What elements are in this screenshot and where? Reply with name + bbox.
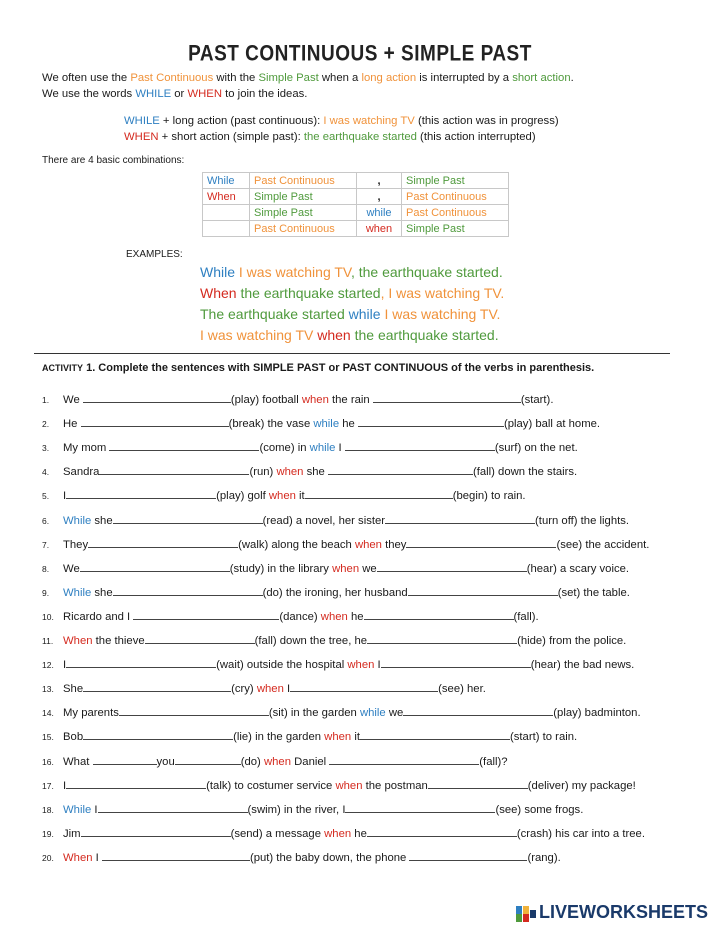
exercise-text: (deliver) my package! (527, 779, 636, 792)
exercise-text: (begin) to rain. (452, 490, 526, 503)
intro-line-2 (42, 86, 574, 102)
example-part: the earthquake started. (350, 327, 499, 343)
exercise-text: (hear) a scary voice. (526, 562, 630, 575)
exercise-number: 12. (42, 660, 54, 671)
exercise-text: when (324, 731, 352, 744)
example-part: while (348, 306, 381, 322)
example-part: , the earthquake started. (350, 264, 503, 280)
exercise-number: 6. (42, 515, 50, 526)
exercise-item (42, 488, 526, 502)
table-row (203, 189, 509, 205)
exercise-text: Ricardo and I (63, 610, 134, 623)
exercise-text: (fall). (513, 610, 539, 623)
answer-blank[interactable] (83, 681, 231, 692)
table-cell: Simple Past (250, 205, 357, 221)
answer-blank[interactable] (102, 850, 250, 861)
exercise-text: (swim) in the river, I (247, 803, 346, 816)
exercise-item (42, 778, 636, 792)
answer-blank[interactable] (83, 729, 233, 740)
example-sentence (200, 262, 504, 283)
keyword-when: WHEN (124, 131, 159, 143)
exercise-number: 15. (42, 732, 54, 743)
exercise-text: (come) in (259, 442, 310, 455)
exercise-text: (rang). (527, 851, 561, 864)
answer-blank[interactable] (373, 392, 521, 403)
table-cell: when (357, 221, 402, 237)
table-cell: Past Continuous (250, 173, 357, 189)
exercise-text: while (359, 707, 386, 720)
answer-blank[interactable] (329, 754, 479, 765)
exercise-text: (sit) in the garden (268, 707, 360, 720)
answer-blank[interactable] (93, 754, 157, 765)
answer-blank[interactable] (367, 826, 517, 837)
exercise-item (42, 416, 600, 430)
exercise-text: (run) (249, 466, 277, 479)
exercise-text: (cry) (231, 683, 257, 696)
exercise-text: When (63, 635, 93, 647)
exercise-text: I (283, 683, 291, 696)
exercise-number: 19. (42, 828, 54, 839)
answer-blank[interactable] (360, 729, 510, 740)
exercise-text: (put) the baby down, the phone (249, 851, 410, 864)
exercise-text: He (63, 418, 81, 431)
exercise-item (42, 464, 577, 478)
exercise-text: when (256, 683, 284, 696)
answer-blank[interactable] (290, 681, 438, 692)
exercise-item (42, 657, 634, 671)
answer-blank[interactable] (345, 440, 495, 451)
exercise-text: when (263, 755, 291, 768)
answer-blank[interactable] (406, 537, 556, 548)
exercise-text: we (359, 562, 377, 575)
exercise-item (42, 440, 578, 454)
exercise-text: the rain (328, 394, 373, 406)
exercise-text: they (381, 538, 407, 551)
exercise-text: (break) the vase (228, 418, 314, 431)
exercise-text: when (276, 466, 304, 479)
exercise-item (42, 585, 630, 599)
answer-blank[interactable] (66, 657, 216, 668)
table-cell: Past Continuous (402, 205, 509, 221)
exercise-item (42, 802, 583, 816)
exercise-text: (see) some frogs. (495, 803, 584, 816)
rule-while (124, 113, 559, 129)
exercise-text: I (374, 659, 381, 672)
examples-list (200, 262, 504, 346)
exercise-text: when (347, 659, 375, 672)
answer-blank[interactable] (88, 537, 238, 548)
exercise-number: 7. (42, 539, 50, 550)
rule-example: I was watching TV (323, 115, 415, 127)
example-part: I was watching TV (200, 327, 318, 343)
exercise-text: (surf) on the net. (494, 442, 578, 455)
answer-blank[interactable] (145, 633, 255, 644)
exercise-number: 13. (42, 684, 54, 695)
intro-text-part: or (171, 88, 188, 100)
examples-label: EXAMPLES: (126, 249, 183, 260)
keyword-while: WHILE (135, 88, 172, 100)
table-row (203, 205, 509, 221)
section-divider (34, 353, 670, 354)
answer-blank[interactable] (99, 464, 249, 475)
exercise-text: Bob (63, 731, 84, 744)
exercise-text: you (156, 755, 175, 768)
table-cell: While (203, 173, 250, 189)
exercise-text: While (63, 803, 92, 816)
term-past-continuous: Past Continuous (130, 72, 214, 84)
answer-blank[interactable] (345, 802, 495, 813)
exercise-text: the postman (362, 779, 428, 792)
exercise-number: 10. (42, 611, 54, 622)
exercise-text: (fall)? (479, 755, 508, 768)
exercise-text: (start) to rain. (509, 731, 578, 744)
exercise-text: I (92, 851, 102, 864)
exercise-text: when (320, 610, 348, 623)
table-cell (203, 221, 250, 237)
exercise-text: (fall) down the stairs. (472, 466, 578, 479)
exercise-item (42, 633, 626, 647)
answer-blank[interactable] (377, 561, 527, 572)
answer-blank[interactable] (328, 464, 473, 475)
intro-text-part: to join the ideas. (221, 88, 308, 100)
exercise-item (42, 561, 629, 575)
exercise-item (42, 754, 508, 768)
exercise-number: 3. (42, 443, 50, 454)
exercise-item (42, 513, 629, 527)
exercise-text: while (309, 442, 336, 455)
answer-blank[interactable] (80, 561, 230, 572)
exercise-text: he (347, 610, 364, 623)
exercise-text: I (63, 659, 67, 672)
example-part: I was watching TV (235, 264, 351, 280)
exercise-number: 20. (42, 852, 54, 863)
exercise-text: (study) in the library (229, 562, 333, 575)
activity-instructions: 1. Complete the sentences with SIMPLE PAST or PAST CONTINUOUS of the verbs in parenthesis. (83, 362, 595, 374)
answer-blank[interactable] (408, 585, 558, 596)
exercise-text: she (303, 466, 328, 479)
answer-blank[interactable] (98, 802, 248, 813)
exercise-number: 2. (42, 419, 50, 430)
exercise-text: (see) the accident. (556, 538, 650, 551)
exercise-text: They (63, 538, 89, 551)
exercise-text: it (295, 490, 305, 503)
answer-blank[interactable] (133, 609, 279, 620)
answer-blank[interactable] (66, 488, 216, 499)
rule-example: the earthquake started (303, 131, 417, 143)
answer-blank[interactable] (409, 850, 527, 861)
exercise-number: 1. (42, 395, 50, 405)
exercise-text: When (63, 851, 93, 864)
exercise-text: I (63, 490, 67, 503)
liveworksheets-logo-icon (516, 904, 536, 922)
exercise-text: (fall) down the tree, he (254, 635, 368, 647)
exercise-number: 4. (42, 467, 50, 478)
intro-text-part: with the (213, 72, 259, 84)
exercise-text: While (63, 514, 92, 527)
exercise-text: I (91, 803, 98, 816)
exercise-text: when (335, 779, 363, 792)
exercise-text: What (63, 755, 93, 768)
table-row (203, 173, 509, 189)
table-cell (203, 205, 250, 221)
exercise-text: My mom (63, 442, 110, 455)
exercise-text: when (354, 538, 382, 551)
exercise-number: 14. (42, 708, 54, 719)
exercise-text: We (63, 562, 80, 575)
exercise-text: Jim (63, 827, 81, 840)
exercise-text: (wait) outside the hospital (216, 659, 348, 672)
exercise-number: 16. (42, 756, 54, 767)
table-cell: Past Continuous (402, 189, 509, 205)
exercise-text: (dance) (279, 610, 321, 623)
table-cell: Past Continuous (250, 221, 357, 237)
exercise-text: when (301, 394, 329, 406)
exercise-text: (lie) in the garden (233, 731, 325, 744)
exercise-item (42, 537, 649, 551)
keyword-while: WHILE (124, 115, 160, 127)
answer-blank[interactable] (403, 705, 553, 716)
rule-text: + long action (past continuous): (159, 115, 324, 127)
exercise-text: (talk) to costumer service (206, 779, 336, 792)
example-part: While (200, 264, 236, 280)
exercise-text: he (351, 827, 367, 840)
answer-blank[interactable] (367, 633, 517, 644)
exercise-text: it (351, 731, 360, 744)
exercise-item (42, 729, 577, 743)
exercise-item (42, 850, 561, 864)
example-sentence (200, 325, 504, 346)
exercise-item (42, 681, 486, 695)
exercise-text: she (91, 586, 113, 599)
exercise-text: Sandra (63, 466, 100, 479)
table-cell: Simple Past (250, 189, 357, 205)
exercise-text: While (63, 586, 92, 599)
answer-blank[interactable] (305, 488, 453, 499)
exercise-number: 5. (42, 491, 50, 502)
activity-label: ACTIVITY (42, 363, 84, 373)
exercise-text: (play) golf (216, 490, 269, 503)
example-part: , I was watching TV. (380, 285, 505, 301)
exercise-item (42, 705, 641, 719)
exercise-text: We (63, 394, 83, 406)
exercise-text: (do) (240, 755, 264, 768)
exercise-text: (turn off) the lights. (535, 514, 630, 527)
exercise-number: 9. (42, 587, 50, 598)
exercise-text: (play) badminton. (553, 707, 641, 720)
exercise-text: (see) her. (438, 683, 486, 696)
intro-text-part: We use the words (42, 88, 136, 100)
exercise-number: 17. (42, 780, 54, 791)
exercise-text: we (385, 707, 404, 720)
example-part: when (317, 327, 351, 343)
exercise-text: when (324, 827, 352, 840)
exercise-text: (hear) the bad news. (530, 659, 635, 672)
answer-blank[interactable] (113, 513, 263, 524)
liveworksheets-logo (516, 902, 708, 923)
rule-text: (this action interrupted) (416, 131, 536, 143)
exercise-text: (crash) his car into a tree. (516, 827, 645, 840)
page-title: PAST CONTINUOUS + SIMPLE PAST (188, 42, 532, 67)
exercise-text: I (63, 779, 67, 792)
rule-text: + short action (simple past): (158, 131, 304, 143)
exercise-text: she (91, 514, 113, 527)
exercise-text: (do) the ironing, her husband (262, 586, 408, 599)
exercise-text: he (339, 418, 358, 431)
table-cell: , (357, 173, 402, 189)
rules-block (124, 113, 559, 145)
intro-text-part: We often use the (42, 72, 131, 84)
example-part: I was watching TV. (380, 306, 501, 322)
answer-blank[interactable] (358, 416, 504, 427)
combinations-table (202, 172, 509, 237)
exercise-text: (hide) from the police. (517, 635, 627, 647)
rule-when (124, 129, 559, 145)
exercise-text: She (63, 683, 84, 696)
answer-blank[interactable] (113, 585, 263, 596)
answer-blank[interactable] (66, 778, 206, 789)
example-part: The earthquake started (200, 306, 349, 322)
answer-blank[interactable] (364, 609, 514, 620)
intro-line-1 (42, 70, 574, 86)
example-sentence (200, 283, 504, 304)
example-part: When (200, 285, 237, 301)
exercise-text: (play) football (230, 394, 302, 406)
exercise-text: (play) ball at home. (503, 418, 601, 431)
logo-text: LIVEWORKSHEETS (538, 902, 708, 922)
exercise-item (42, 826, 645, 840)
intro-text-part: when a (318, 72, 362, 84)
table-cell: Simple Past (402, 221, 509, 237)
exercise-item (42, 609, 539, 623)
combinations-label: There are 4 basic combinations: (42, 155, 185, 166)
answer-blank[interactable] (81, 826, 231, 837)
answer-blank[interactable] (428, 778, 528, 789)
example-sentence (200, 304, 504, 325)
exercise-text: when (332, 562, 360, 575)
answer-blank[interactable] (381, 657, 531, 668)
term-short-action: short action (512, 72, 571, 84)
term-simple-past: Simple Past (258, 72, 319, 84)
answer-blank[interactable] (109, 440, 259, 451)
exercise-text: (start). (520, 394, 554, 406)
intro-text (42, 70, 574, 102)
rule-text: (this action was in progress) (414, 115, 559, 127)
table-row (203, 221, 509, 237)
term-long-action: long action (361, 72, 417, 84)
exercise-text: I (335, 442, 345, 455)
exercise-text: the thieve (92, 635, 145, 647)
intro-text-part: . (570, 72, 574, 84)
answer-blank[interactable] (83, 392, 231, 403)
answer-blank[interactable] (81, 416, 229, 427)
exercise-item (42, 392, 553, 406)
answer-blank[interactable] (385, 513, 535, 524)
exercise-text: while (313, 418, 340, 431)
exercise-text: (set) the table. (557, 586, 630, 599)
exercise-text: Daniel (290, 755, 330, 768)
table-cell: while (357, 205, 402, 221)
table-cell: When (203, 189, 250, 205)
keyword-when: WHEN (187, 88, 222, 100)
answer-blank[interactable] (119, 705, 269, 716)
example-part: the earthquake started (236, 285, 381, 301)
exercise-text: when (268, 490, 296, 503)
exercise-number: 18. (42, 804, 54, 815)
answer-blank[interactable] (175, 754, 241, 765)
exercise-text: My parents (63, 707, 119, 720)
table-cell: Simple Past (402, 173, 509, 189)
exercise-text: (send) a message (230, 827, 325, 840)
intro-text-part: is interrupted by a (416, 72, 513, 84)
table-cell: , (357, 189, 402, 205)
exercise-text: (walk) along the beach (238, 538, 355, 551)
exercise-text: (read) a novel, her sister (262, 514, 386, 527)
exercise-number: 8. (42, 563, 50, 574)
exercise-number: 11. (42, 636, 54, 646)
activity-heading (42, 362, 594, 374)
